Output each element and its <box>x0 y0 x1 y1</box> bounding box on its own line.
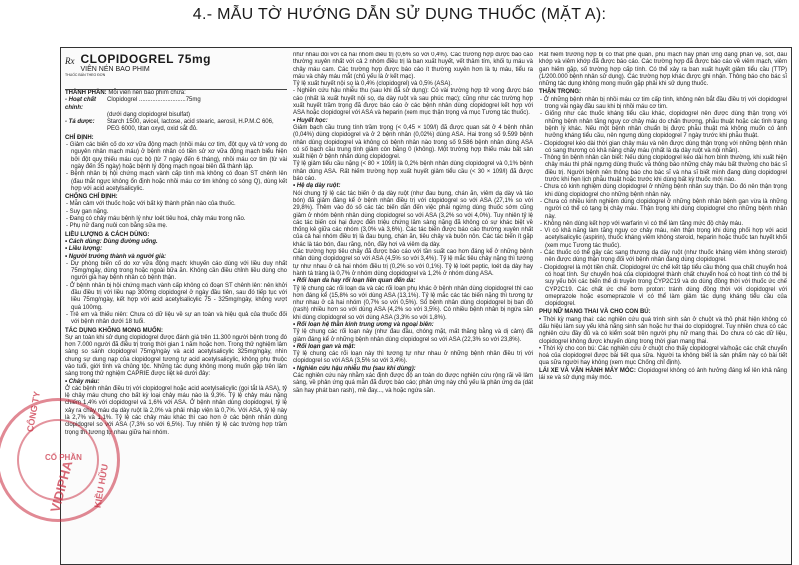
liver-label: • Rối loạn gan và mật: <box>293 343 356 350</box>
precaution-item: - Các thuốc có thể gây các sang thương dạ dày ruột (như thuốc kháng viêm không steroid) nên được dùng thận trọng đối với bệnh nhân đang dùng clopidogrel. <box>540 250 787 264</box>
skin-text: Tỷ lệ chung các rối loạn da và các rối loạn phụ khác ở bệnh nhân dùng clopidogrel thì cao hơn đáng kể (15,8% so với dùng ASA (13,1%). Tỷ lệ mắc các tác biến nặng thì tương tự như nhau ở cả hai nhóm (0,7% so với 0,5%). Số bệnh nhân dùng clopidogrel bị ban đỏ (rash) nhiều hơn so với dùng ASA (4,2% so với 3,5%). Có nhiều bệnh nhân bị ngứa sần khi dùng clopidogrel so với dùng ASA (3,3% so với 1,8%). <box>293 285 533 321</box>
composition-heading: THÀNH PHẦN: Mỗi viên nén bao phim chứa: <box>65 90 186 96</box>
gastrointestinal-label: • Hệ dạ dày ruột: <box>293 183 341 190</box>
dosage-heading: LIỀU LƯỢNG & CÁCH DÙNG: <box>65 231 150 238</box>
children-dosage: - Trẻ em và thiếu niên: Chưa có dữ liệu về sự an toàn và hiệu quả của thuốc đối với bệnh nhân dưới 18 tuổi. <box>66 311 287 326</box>
hematology-text: Giảm bạch cầu trung tính trầm trọng (< 0,45 × 109/l) đã được quan sát ở 4 bệnh nhân (0,04%) dùng clopidogrel và ở 2 bệnh nhân (0,02%) dùng ASA. Hai trong số 9.599 bệnh nhân dùng clopidogrel và không có bệnh nhân nào trong số 9.586 bệnh nhân dùng ASA có số bạch cầu trung tính giảm còn bằng 0 (không). Một trường hợp thiếu máu bất sản xuất hiện ở bệnh nhân dùng clopidogrel. <box>293 124 533 161</box>
contraindication-item: - Suy gan nặng. <box>66 208 109 215</box>
leaflet-column-1 <box>65 52 287 560</box>
contraindication-item: - Đang có chảy máu bệnh lý như loét tiêu hoá, chảy máu trong não. <box>66 216 246 223</box>
precaution-item: - Giống như các thuốc kháng tiểu cầu khác, clopidogrel nên được dùng thận trọng với những bệnh nhân tăng nguy cơ chảy máu do chấn thương, phẫu thuật hoặc các tình trạng bệnh lý khác. Nếu một bệnh nhân chuẩn bị được phẫu thuật mà không muốn có ảnh hưởng kháng tiểu cầu, nên ngưng dùng clopidogrel 7 ngày trước khi phẫu thuật. <box>540 111 787 140</box>
nervous-system-text: Tỷ lệ chung các rối loạn này (như đau đầu, chóng mặt, mất thăng bằng và dị cảm) đã giảm đáng kể ở những bệnh nhân dùng clopidogrel so với ASA (22,3% so với 23,8%). <box>293 329 533 343</box>
rx-subtitle: THUỐC BÁN THEO ĐƠN <box>65 73 106 77</box>
adverse-effects-heading: TÁC DỤNG KHÔNG MONG MUỐN: <box>65 327 163 334</box>
gastrointestinal-text: Nói chung tỷ lệ các tác biến ở dạ dày ruột (như đau bụng, chán ăn, viêm dạ dày và táo bón) đã giảm đáng kể ở bệnh nhân điều trị với clopidogrel so với ASA (27,1% so với 29,8%). Thêm vào đó số các tác biến dẫn đến việc phải ngừng dùng thuốc sớm cũng giảm ở nhóm bệnh nhân dùng clopidogrel so với ASA (3,2% so với 4,0%). Tuy nhiên tỷ lệ các tác biến coi hại được đến triệu chứng lâm sàng nặng đã không có sự khác biệt về thống kê giữa các nhóm (3,0% và 3,6%). Các tác biến được báo cáo thường xuyên nhất của cả hai nhóm điều trị là đau bụng, chán ăn, tiêu chảy và buồn nôn. Các tác biến ít gặp khác là táo bón, đau răng, nôn, đầy hơi và viêm dạ dày. <box>293 190 533 248</box>
leaflet-column-3 <box>539 52 787 560</box>
excipient-row: - Tá dược: Starch 1500, avicel, lactose, acid stearic, aerosil, H.P.M.C 606, PEG 6000, titan oxyd, oxid sắt đỏ. <box>65 119 274 133</box>
company-seal-stamp: CÔNG TY CỔ PHẦN VIDIPHA KIỀU HỮU <box>0 398 120 522</box>
post-marketing-bleeding: - Nghiên cứu hậu nhiễu thu (sau khi đã sử dụng): Có vài trường hợp tử vong được báo cáo (nhất là xuất huyết nội sọ, dạ dày ruột và sau phúc mạc); cũng như các trường hợp xuất huyết trầm trọng đã được báo cáo ở các bệnh nhân dùng clopidogrel kết hợp với ASA hoặc clopidogrel với ASA và heparin (xem mục thận trọng và mục Tương tác thuốc). <box>293 88 533 117</box>
adult-dosage-label: • Người trưởng thành và người già: <box>65 253 167 260</box>
drug-form: VIÊN NÉN BAO PHIM <box>80 66 150 74</box>
nervous-system-label: • Rối loạn hệ thần kinh trung ương và ngoại biên: <box>293 321 434 328</box>
drug-title-box <box>81 52 288 74</box>
lactation-text: • Thời kỳ cho con bú: Các nghiên cứu ở chuột cho thấy clopidogrel và/hoặc các chất chuyển hoá của clopidogrel được bài tiết qua sữa. Người ta không biết là sản phẩm này có bài tiết qua sữa người hay không (xem mục Chống chỉ định). <box>539 345 787 367</box>
dosage-label: • Liều lượng: <box>65 246 103 253</box>
indication-item: - Giảm các biến cố do xơ vữa động mạch (nhồi máu cơ tim, đột quỵ và tử vong do nguyên nhân mạch máu) ở bệnh nhân có tiền sử xơ vữa động mạch biểu hiện bởi đột quỵ thiếu máu cục bộ (từ 7 ngày đến 6 tháng), nhồi máu cơ tim (từ vài ngày đến 35 ngày) hoặc bệnh lý động mạch ngoại biên đã thành lập. <box>66 142 287 170</box>
drug-name: CLOPIDOGREL 75mg <box>80 52 211 66</box>
precaution-item: - Chưa có kinh nghiệm dùng clopidogrel ở những bệnh nhân suy thận. Do đó nên thận trọng khi dùng clopidogrel cho những bệnh nhân này. <box>540 184 787 198</box>
precaution-item: - Vì có khả năng làm tăng nguy cơ chảy máu, nên thận trọng khi dùng phối hợp với acid acetylsalicylic (aspirin), thuốc kháng viêm không steroid, heparin hoặc thuốc tan huyết khối (xem mục Tương tác thuốc). <box>540 228 787 249</box>
active-ingredient-note-row: (dưới dạng clopidogrel bisulfat) <box>107 111 190 118</box>
skin-label: • Rối loạn da hay rối loạn liên quan đến da: <box>293 278 416 285</box>
bleeding-label: • Chảy máu: <box>65 378 100 385</box>
precautions-heading: THẬN TRỌNG: <box>539 89 581 96</box>
precaution-item: - Clopidogrel là một tiền chất. Clopidogrel ức chế kết tập tiểu cầu thông qua chất chuyển hoá có hoạt tính. Sự chuyển hoá của clopidogrel thành chất chuyển hoá có hoạt tính có thể bị suy yếu bởi các biến thể di truyền trong CYP2C19 và do dùng đồng thời với thuốc ức chế CYP2C19. Các chất ức chế bơm proton: tránh dùng đồng thời với clopidogrel với omeprazole hoặc esomeprazole vì có thể làm giảm tác dụng kháng tiểu cầu của clopidogrel. <box>540 264 787 308</box>
leaflet-header <box>65 52 287 90</box>
post-marketing-label: • Nghiên cứu hậu nhiễu thu (sau khi dùng): <box>293 365 416 372</box>
indications-heading: CHỈ ĐỊNH: <box>65 134 94 141</box>
precaution-item: - Ở những bệnh nhân bị nhồi máu cơ tim cấp tính, không nên bắt đầu điều trị với clopidogrel trong vài ngày đầu sau khi bị nhồi máu cơ tim. <box>540 96 787 111</box>
bleeding-text: Ở các bệnh nhân điều trị với clopidogrel hoặc acid acetylsalicylic (gọi tắt là ASA), tỷ lệ chảy máu chung cho bất kỳ loại chảy máu nào là 9,3%. Tỷ lệ chảy máu nặng chiếm 1,4% với clopidogrel và 1,6% với ASA. Ở bệnh nhân dùng clopidogrel, tỷ lệ xảy ra chảy máu dạ dày ruột là 2,0% và phải nhập viện là 0,7%. Với ASA, tỷ lệ này là 2,7% và 1,1%. Tỷ lệ các chảy máu khác thì cao hơn ở các bệnh nhân dùng clopidogrel so với ASA (7,3% so với 6,5%). Tuy nhiên tỷ lệ các trường hợp trầm trọng thì tương tự nhau giữa hai nhóm. <box>65 385 287 436</box>
adverse-effects-intro: Sự an toàn khi sử dụng clopidogrel được đánh giá trên 11.300 người bệnh trong đó hơn 7.000 người đã điều trị trong thời gian 1 năm hoặc hơn. Trong thử nghiệm lâm sàng so sánh clopidogrel 75mg/ngày và acid acetylsalicylic 325mg/ngày, nhìn chung sự dung nạp của clopidogrel tương tự acid acetylsalicylic, không phụ thuộc vào tuổi, giới tính và chủng tộc. Những tác dụng không mong muốn gặp trên lâm sàng trong thử nghiệm CAPRIE được liệt kê dưới đây: <box>65 334 287 378</box>
bleeding-continued: như nhau đối với cả hai nhóm điều trị (0,6% so với 0,4%). Các trường hợp được báo cáo thường xuyên nhất với cả 2 nhóm điều trị là ban xuất huyết, vết thâm tím, khối tụ máu và chảy máu cam. Các trường hợp được báo cáo ít thường xuyên hơn là tụ máu, tiểu ra máu và chảy máu mắt (chủ yếu là ở kết mạc). <box>293 52 533 80</box>
rx-symbol: Rx <box>65 56 75 66</box>
intracranial-bleeding: Tỷ lệ xuất huyết nội sọ là 0,4% (clopidogrel) và 0,5% (ASA). <box>293 81 453 88</box>
adult-dosage-item: - Ở bệnh nhân bị hội chứng mạch vành cấp không có đoạn ST chênh lên: nên khởi đầu điều trị với liều nạp 300mg clopidogrel ở ngày đầu tiên, sau đó tiếp tục với liều 75mg/ngày, kết hợp với acid acetylsalicylic 75 - 325mg/ngày, không vượt quá 100mg. <box>66 282 287 311</box>
adult-dosage-item: - Dự phòng biến cố do xơ vữa động mạch: khuyến cáo dùng với liều duy nhất 75mg/ngày, dùng trong hoặc ngoài bữa ăn. Không cần điều chỉnh liều dùng cho người già hay bệnh nhân có bệnh thận. <box>66 260 287 282</box>
administration-way: • Cách dùng: Dùng đường uống. <box>65 238 158 245</box>
contraindication-item: - Mẫn cảm với thuốc hoặc với bất kỳ thành phần nào của thuốc. <box>66 201 236 208</box>
active-ingredient-row: - Hoạt chất chính: Clopidogrel ............................75mg <box>65 97 201 111</box>
precaution-item: - Chưa có nhiều kinh nghiệm dùng clopidogrel ở những bệnh nhân bệnh gan vừa là những người có thể có tạng bị chảy máu. Thận trọng khi dùng clopidogrel cho những bệnh nhân này. <box>540 198 787 220</box>
liver-text: Tỷ lệ chung các rối loạn này thì tương tự như nhau ở những bệnh nhân điều trị với clopidogrel so với ASA (3,5% so với 3,4%). <box>293 351 533 365</box>
driving-text: LÁI XE VÀ VẬN HÀNH MÁY MÓC: Clopidogrel không có ảnh hưởng đáng kể lên khả năng lái xe và sử dụng máy móc. <box>539 367 787 382</box>
adverse-continued: Rất hiếm trường hợp bị co thắt phế quản, phù mạch hay phản ứng dạng phản vệ, sốt, đau khớp và viêm khớp đã được báo cáo. Các trường hợp đã được báo cáo về viêm mạch, viêm gan hiếm gặp, số trường hợp cấp tính. Có thể xảy ra ban xuất huyết giảm tiểu cầu (TTP) (1/200.000 bệnh nhân sử dụng). Các trường hợp khác được ghi nhận. Thông báo cho bác sĩ những tác dụng không mong muốn gặp phải khi sử dụng thuốc. <box>539 52 787 88</box>
pregnancy-heading: PHỤ NỮ MANG THAI VÀ CHO CON BÚ: <box>539 309 651 316</box>
precaution-item: - Thông tin bệnh nhân cần biết: Nếu dùng clopidogrel kéo dài hơn bình thường, khi xuất hiện chảy máu thì phải ngưng dùng thuốc và thông báo những chảy máu bất thường cho bác sĩ điều trị. Người bệnh nên thông báo cho bác sĩ và nha sĩ biết mình đang dùng clopidogrel trước khi hẹn lịch phẫu thuật hoặc trước khi dùng bất kỳ thuốc mới nào. <box>540 155 787 184</box>
post-marketing-text: Các nghiên cứu này nhằm xác định được độ an toàn do được nghiên cứu rộng rãi về lâm sàng, về phản ứng quá mẫn đã được báo cáo; phản ứng này chủ yếu là phản ứng da (dát sần hay phát ban rash), mề đay..., và hoặc ngứa sần. <box>293 373 533 394</box>
contraindications-heading: CHỐNG CHỈ ĐỊNH: <box>65 194 118 201</box>
pregnancy-text: • Thời kỳ mang thai: các nghiên cứu quá trình sinh sản ở chuột và thỏ phát hiện không có dấu hiệu làm suy yếu khả năng sinh sản hoặc hư thai do clopidogrel. Tuy nhiên chưa có các nghiên cứu đầy đủ và có kiểm soát trên người phụ nữ mang thai. Do chưa có các dữ liệu, clopidogrel không được khuyến dùng trong thời gian mang thai. <box>539 316 787 345</box>
contraindication-item: - Phụ nữ đang nuôi con bằng sữa mẹ. <box>66 223 168 230</box>
gastrointestinal-text-2: Các trường hợp tiêu chảy đã được báo cáo với tần suất cao hơn đáng kể ở những bệnh nhân dùng clopidogrel so với ASA (4,5% so với 3,4%). Tỷ lệ mắc tiêu chảy nặng thì tương tự như nhau ở cả hai nhóm điều trị (0,2% so với 0,1%). Tỷ lệ loét peptic, loét dạ dày hay hành tá tràng là 0,7% ở nhóm dùng clopidogrel và 1,2% ở nhóm dùng ASA. <box>293 249 533 277</box>
leaflet-sheet <box>60 47 792 565</box>
indication-item: - Bệnh nhân bị hội chứng mạch vành cấp tính mà không có đoạn ST chênh lên (đau thắt ngực không ổn định hoặc nhồi máu cơ tim không có sóng Q), dùng kết hợp với acid acetylsalicylic. <box>66 171 287 192</box>
precaution-item: - Clopidogrel kéo dài thời gian chảy máu và nên được dùng thận trọng với những bệnh nhân có sang thương có khả năng chảy máu (nhất là dạ dày ruột và nội nhãn). <box>540 140 787 154</box>
leaflet-column-2 <box>293 52 533 560</box>
hematology-label: • Huyết học: <box>293 117 328 124</box>
platelet-text: Tỷ lệ giảm tiểu cầu nặng (< 80 × 109/l) là 0,2% bệnh nhân dùng clopidogrel và 0,1% bệnh nhân dùng ASA. Rất hiếm trường hợp xuất huyết giảm tiểu cầu (< 30 × 109/l) đã được báo cáo. <box>293 161 533 183</box>
page-title: 4.- MẪU TỜ HƯỚNG DẪN SỬ DỤNG THUỐC (MẶT A): <box>192 6 607 23</box>
precaution-item: - Không nên dùng kết hợp với warfarin vì có thể làm tăng mức độ chảy máu. <box>540 220 743 227</box>
